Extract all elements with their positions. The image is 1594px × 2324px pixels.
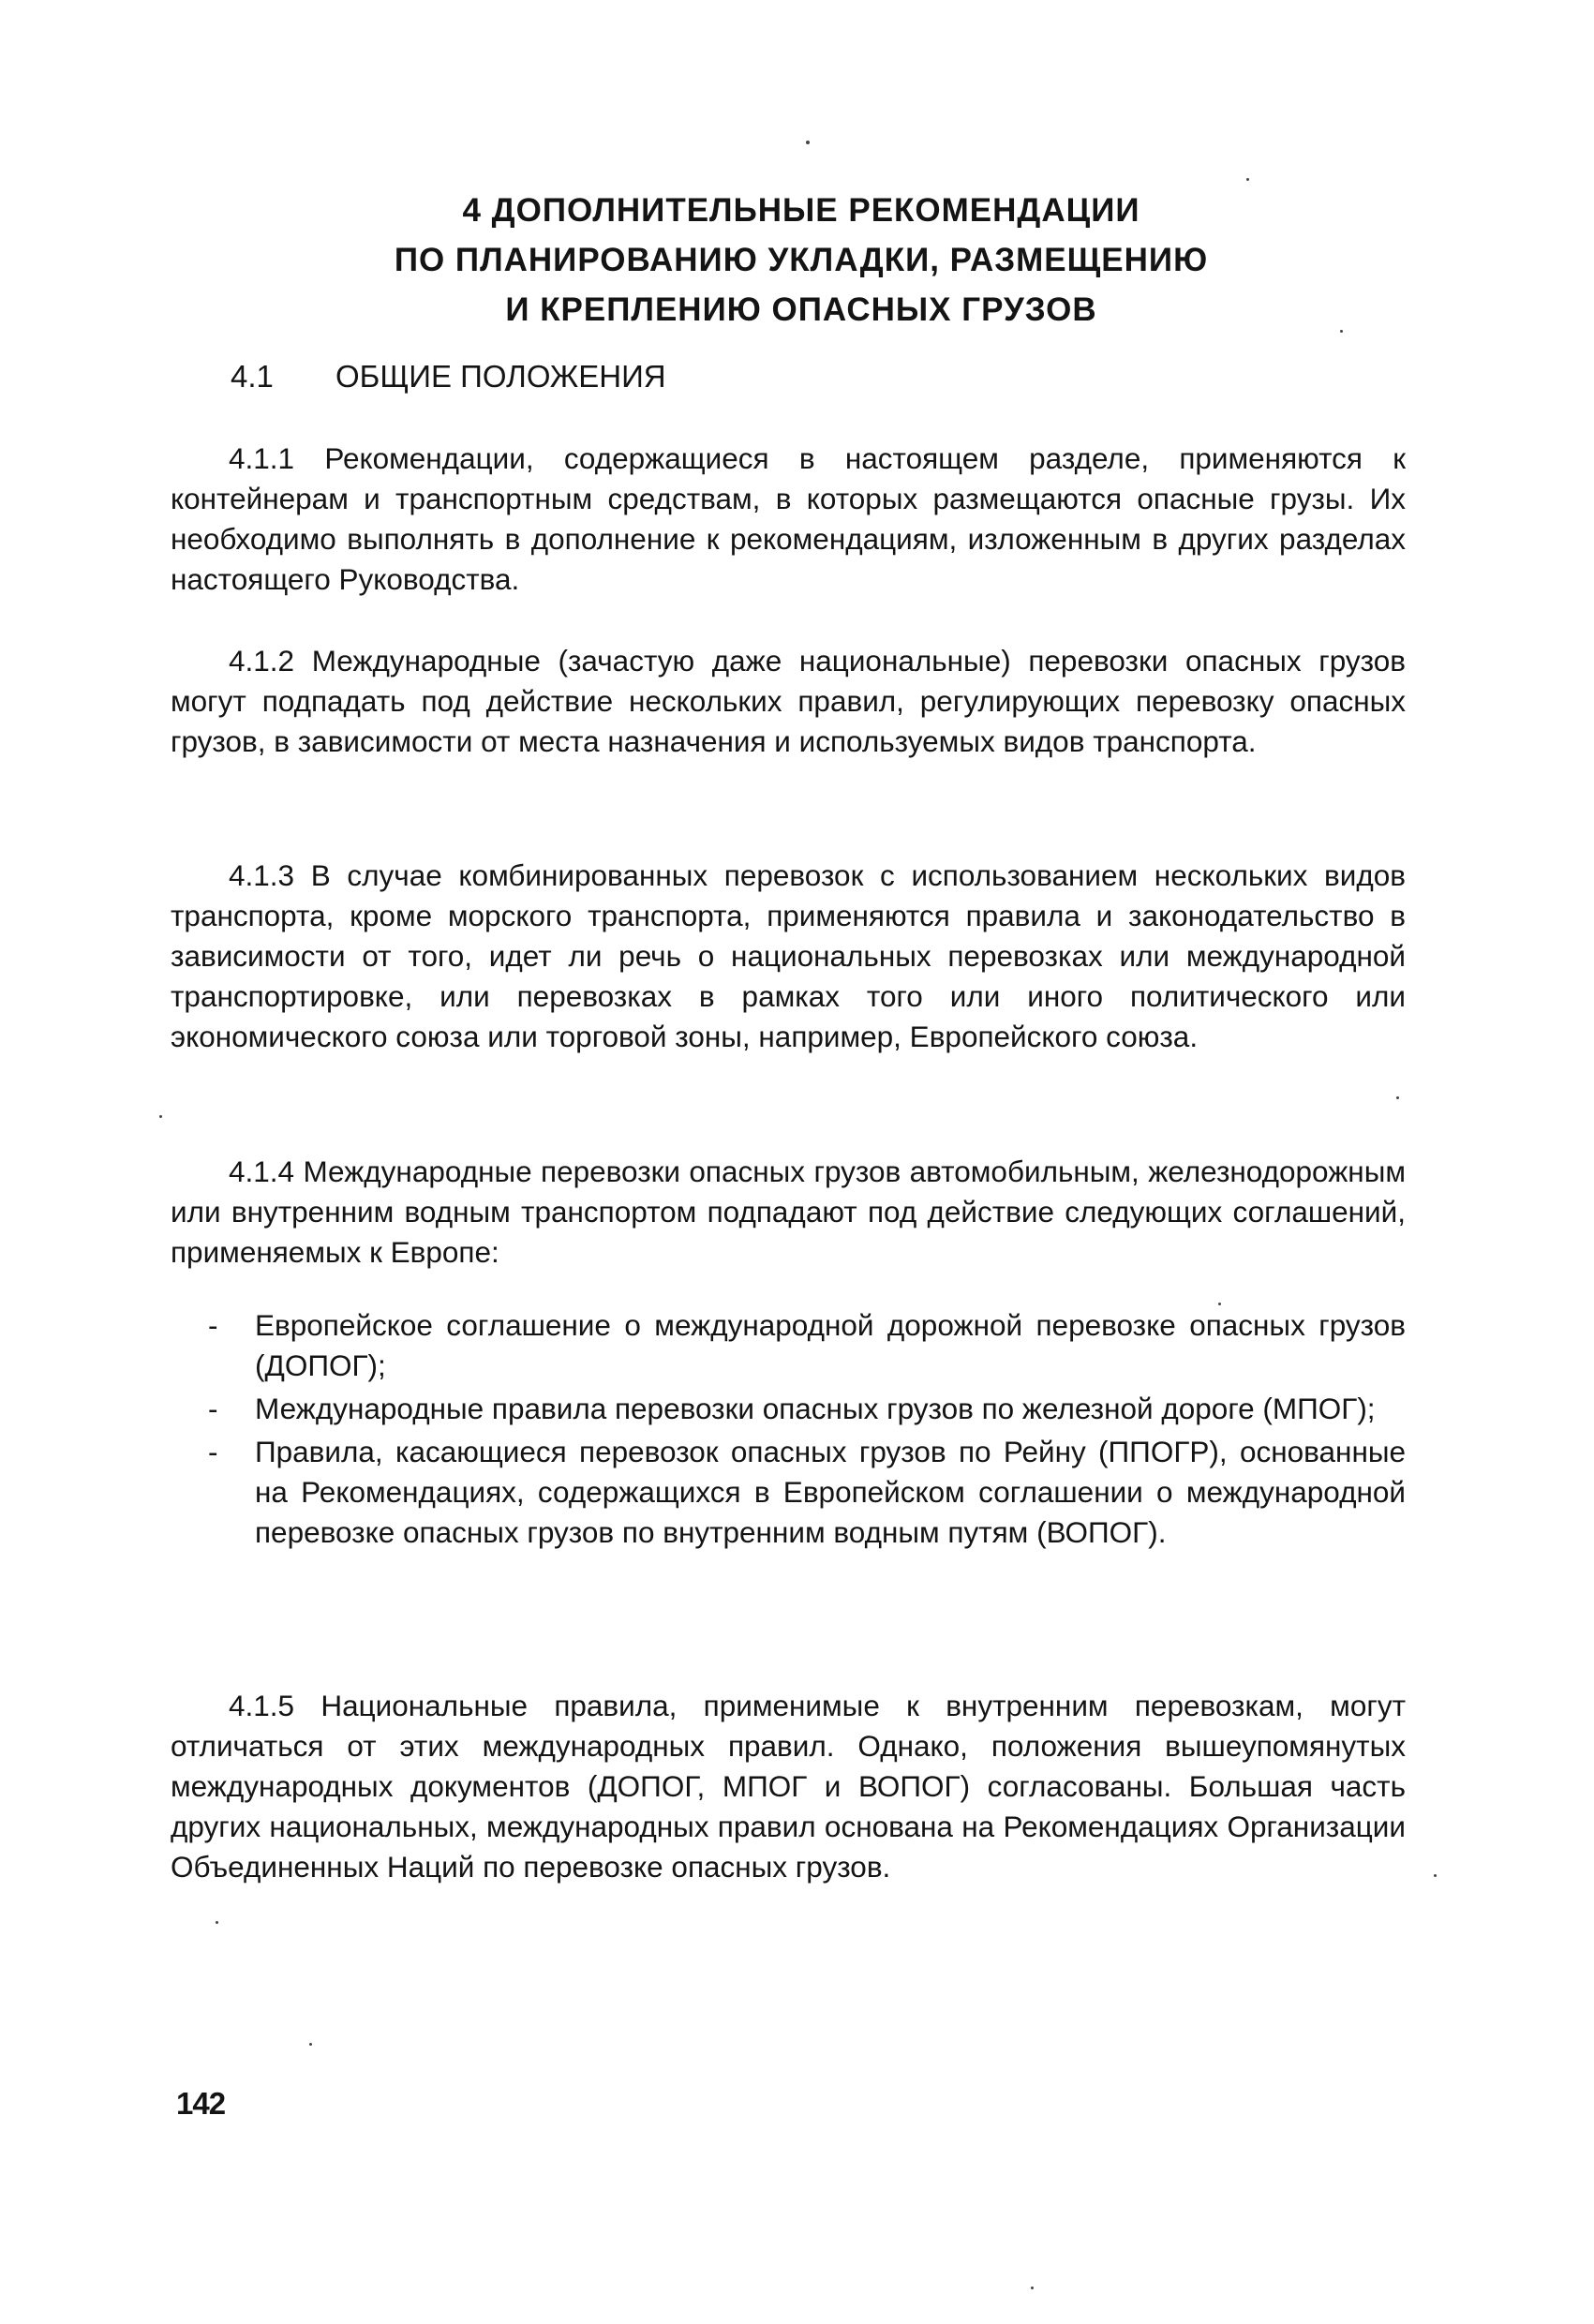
- scan-speck: [1218, 1303, 1221, 1305]
- scan-speck: [159, 1115, 162, 1118]
- scan-speck: [1396, 1096, 1399, 1099]
- scan-speck: [1031, 2287, 1034, 2289]
- chapter-title-line: 4 ДОПОЛНИТЕЛЬНЫЕ РЕКОМЕНДАЦИИ: [462, 192, 1140, 229]
- paragraph-4-1-1: 4.1.1 Рекомендации, содержащиеся в настоящем разделе, применяются к контейнерам и транспортным средствам, в которых размещаются опасные грузы. Их необходимо выполнять в дополнение к рекомендациям, изложенным в других разделах настоящего Руководства.: [171, 441, 1406, 596]
- chapter-title-line: ПО ПЛАНИРОВАНИЮ УКЛАДКИ, РАЗМЕЩЕНИЮ: [394, 242, 1209, 278]
- scan-speck: [806, 141, 810, 144]
- chapter-title: [281, 186, 1321, 335]
- list-item-text: Европейское соглашение о международной дорожной перевозке опасных грузов (ДОПОГ);: [255, 1308, 1406, 1382]
- chapter-title-line: И КРЕПЛЕНИЮ ОПАСНЫХ ГРУЗОВ: [505, 291, 1097, 328]
- section-number: 4.1: [231, 359, 274, 394]
- list-item: [208, 1432, 1406, 1553]
- list-item-text: Международные правила перевозки опасных грузов по железной дороге (МПОГ);: [255, 1392, 1376, 1425]
- list-bullet: -: [208, 1308, 218, 1342]
- list-bullet: -: [208, 1392, 218, 1425]
- paragraph-4-1-2: 4.1.2 Международные (зачастую даже национальные) перевозки опасных грузов могут подпадать под действие нескольких правил, регулирующих перевозку опасных грузов, в зависимости от места назначения и используемых видов транспорта.: [171, 644, 1406, 758]
- scan-speck: [1434, 1874, 1437, 1877]
- list-item-text: Правила, касающиеся перевозок опасных грузов по Рейну (ППОГР), основанные на Рекомендациях, содержащихся в Европейском соглашении о международной перевозке опасных грузов по внутренним водным путям (ВОПОГ).: [255, 1435, 1406, 1549]
- scan-speck: [1340, 330, 1343, 333]
- scan-speck: [1246, 178, 1249, 181]
- scan-speck: [216, 1921, 218, 1924]
- page-number: 142: [176, 2086, 226, 2121]
- list-bullet: -: [208, 1435, 218, 1468]
- paragraph-4-1-4: 4.1.4 Международные перевозки опасных грузов автомобильным, железнодорожным или внутренним водным транспортом подпадают под действие следующих соглашений, применяемых к Европе:: [171, 1155, 1406, 1269]
- list-item: [208, 1389, 1406, 1429]
- section-title: ОБЩИЕ ПОЛОЖЕНИЯ: [335, 359, 666, 394]
- paragraph-4-1-5: 4.1.5 Национальные правила, применимые к внутренним перевозкам, могут отличаться от этих международных правил. Однако, положения вышеупомянутых международных документов (ДОПОГ, МПОГ и ВОПОГ) согласованы. Большая часть других национальных, международных правил основана на Рекомендациях Организации Объединенных Наций по перевозке опасных грузов.: [171, 1689, 1406, 1884]
- agreements-list: [208, 1305, 1406, 1556]
- list-item: [208, 1305, 1406, 1386]
- paragraph-4-1-3: 4.1.3 В случае комбинированных перевозок с использованием нескольких видов транспорта, кроме морского транспорта, применяются правила и законодательство в зависимости от того, идет ли речь о национальных перевозках или международной транспортировке, или перевозках в рамках того или иного политического или экономического союза или торговой зоны, например, Европейского союза.: [171, 858, 1406, 1053]
- scan-speck: [309, 2043, 312, 2046]
- section-heading: [231, 358, 666, 395]
